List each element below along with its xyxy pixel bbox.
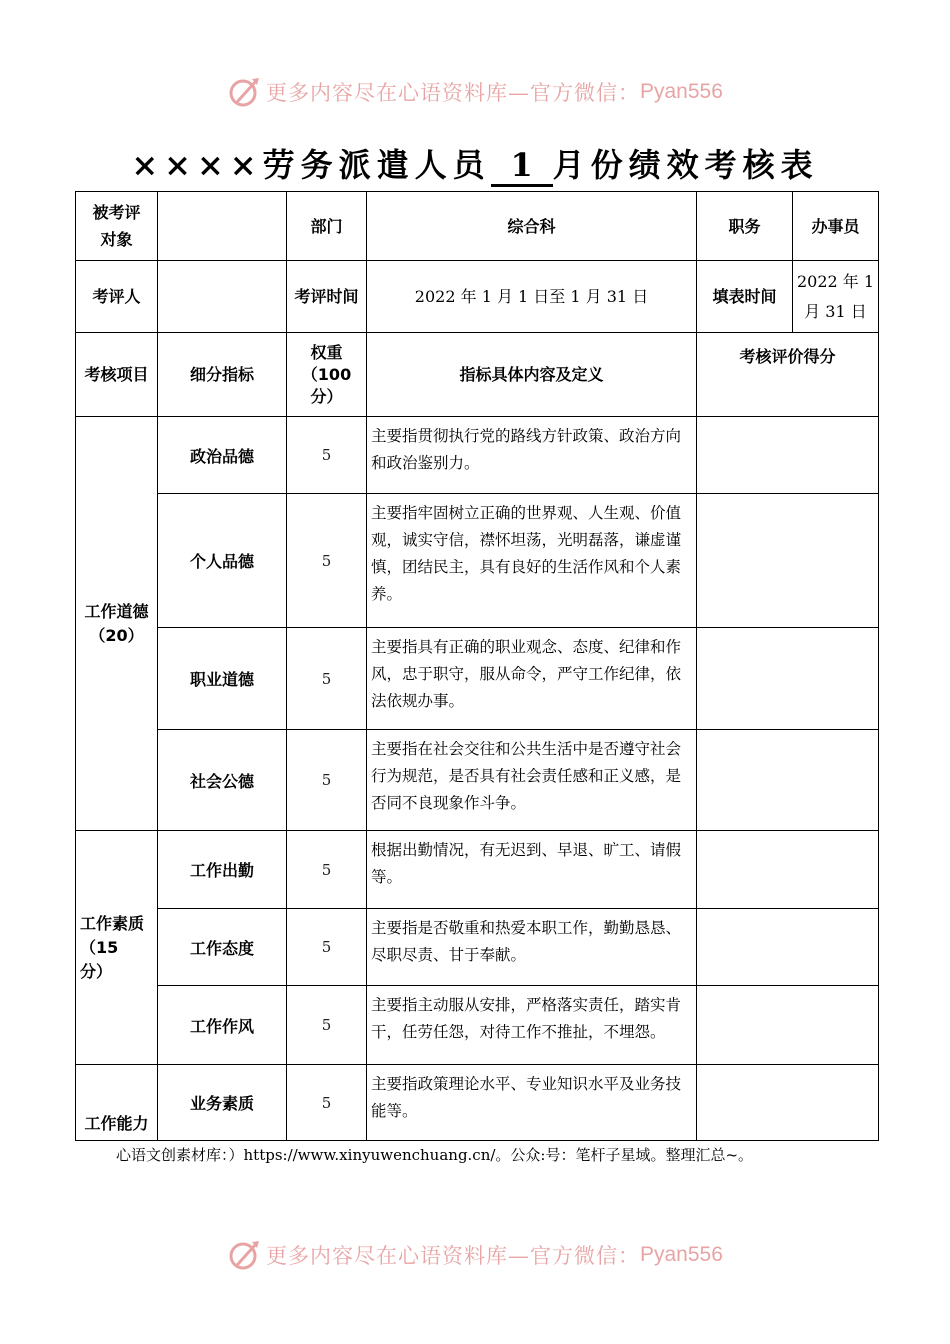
table-row	[76, 628, 879, 730]
table-row	[76, 909, 879, 986]
indicator-cell: 社会公德	[158, 730, 287, 831]
eval-time-label: 考评时间	[287, 261, 367, 333]
category-ability: 工作能力	[76, 1065, 158, 1141]
score-cell[interactable]	[697, 1065, 879, 1141]
table-row	[76, 1065, 879, 1141]
evaluator-value[interactable]	[158, 261, 287, 333]
column-header-row	[76, 333, 879, 417]
position-value: 办事员	[793, 192, 879, 261]
fill-time-label: 填表时间	[697, 261, 793, 333]
dept-value: 综合科	[367, 192, 697, 261]
weight-cell: 5	[287, 831, 367, 909]
category-quality: 工作素质 （15 分）	[76, 831, 158, 1065]
evaluation-table	[75, 191, 879, 1141]
table-row	[76, 831, 879, 909]
header-row-subject	[76, 192, 879, 261]
indicator-cell: 职业道德	[158, 628, 287, 730]
subject-label: 被考评 对象	[76, 192, 158, 261]
definition-cell: 根据出勤情况，有无迟到、早退、旷工、请假等。	[367, 831, 697, 909]
watermark-text: 更多内容尽在心语资料库—官方微信：	[266, 81, 640, 105]
title-suffix: 月份绩效考核表	[552, 146, 819, 184]
position-label: 职务	[697, 192, 793, 261]
weight-cell: 5	[287, 628, 367, 730]
definition-cell: 主要指主动服从安排，严格落实责任，踏实肯干，任劳任怨，对待工作不推扯，不埋怨。	[367, 986, 697, 1065]
indicator-cell: 个人品德	[158, 494, 287, 628]
col-definition: 指标具体内容及定义	[367, 333, 697, 417]
dept-label: 部门	[287, 192, 367, 261]
definition-cell: 主要指政策理论水平、专业知识水平及业务技能等。	[367, 1065, 697, 1141]
category-ethics: 工作道德 （20）	[76, 417, 158, 831]
col-score: 考核评价得分	[697, 333, 879, 417]
score-cell[interactable]	[697, 831, 879, 909]
weight-cell: 5	[287, 986, 367, 1065]
weight-cell: 5	[287, 1065, 367, 1141]
indicator-cell: 政治品德	[158, 417, 287, 494]
score-cell[interactable]	[697, 909, 879, 986]
page-title	[0, 140, 950, 187]
eval-time-value: 2022 年 1 月 1 日至 1 月 31 日	[367, 261, 697, 333]
evaluator-label: 考评人	[76, 261, 158, 333]
definition-cell: 主要指牢固树立正确的世界观、人生观、价值观，诚实守信，襟怀坦荡，光明磊落，谦虚谨慎，团结民主，具有良好的生活作风和个人素养。	[367, 494, 697, 628]
watermark-text: 更多内容尽在心语资料库—官方微信：	[266, 1244, 640, 1268]
weight-cell: 5	[287, 909, 367, 986]
title-month: 1	[491, 146, 553, 187]
indicator-cell: 工作态度	[158, 909, 287, 986]
header-row-evaluator	[76, 261, 879, 333]
score-cell[interactable]	[697, 494, 879, 628]
table-row	[76, 417, 879, 494]
brush-logo-icon	[228, 1238, 262, 1272]
fill-time-value: 2022 年 1 月 31 日	[793, 261, 879, 333]
watermark-top	[228, 72, 728, 112]
score-cell[interactable]	[697, 417, 879, 494]
col-weight: 权重 （100 分）	[287, 333, 367, 417]
subject-value[interactable]	[158, 192, 287, 261]
weight-cell: 5	[287, 730, 367, 831]
title-prefix: ××××劳务派遣人员	[131, 146, 491, 184]
definition-cell: 主要指在社会交往和公共生活中是否遵守社会行为规范，是否具有社会责任感和正义感，是否同不良现象作斗争。	[367, 730, 697, 831]
table-row	[76, 730, 879, 831]
table-row	[76, 986, 879, 1065]
watermark-bottom	[228, 1235, 728, 1275]
indicator-cell: 工作出勤	[158, 831, 287, 909]
watermark-id: Pyan556	[640, 80, 723, 103]
brush-logo-icon	[228, 75, 262, 109]
score-cell[interactable]	[697, 730, 879, 831]
definition-cell: 主要指贯彻执行党的路线方针政策、政治方向和政治鉴别力。	[367, 417, 697, 494]
table-row	[76, 494, 879, 628]
indicator-cell: 工作作风	[158, 986, 287, 1065]
score-cell[interactable]	[697, 628, 879, 730]
col-indicator: 细分指标	[158, 333, 287, 417]
weight-cell: 5	[287, 417, 367, 494]
weight-cell: 5	[287, 494, 367, 628]
definition-cell: 主要指具有正确的职业观念、态度、纪律和作风，忠于职守，服从命令，严守工作纪律，依法依规办事。	[367, 628, 697, 730]
col-project: 考核项目	[76, 333, 158, 417]
indicator-cell: 业务素质	[158, 1065, 287, 1141]
score-cell[interactable]	[697, 986, 879, 1065]
footer-note: 心语文创素材库：）https://www.xinyuwenchuang.cn/。公众:号：笔杆子星域。整理汇总~。	[116, 1146, 754, 1164]
watermark-id: Pyan556	[640, 1243, 723, 1266]
definition-cell: 主要指是否敬重和热爱本职工作，勤勤恳恳、尽职尽责、甘于奉献。	[367, 909, 697, 986]
